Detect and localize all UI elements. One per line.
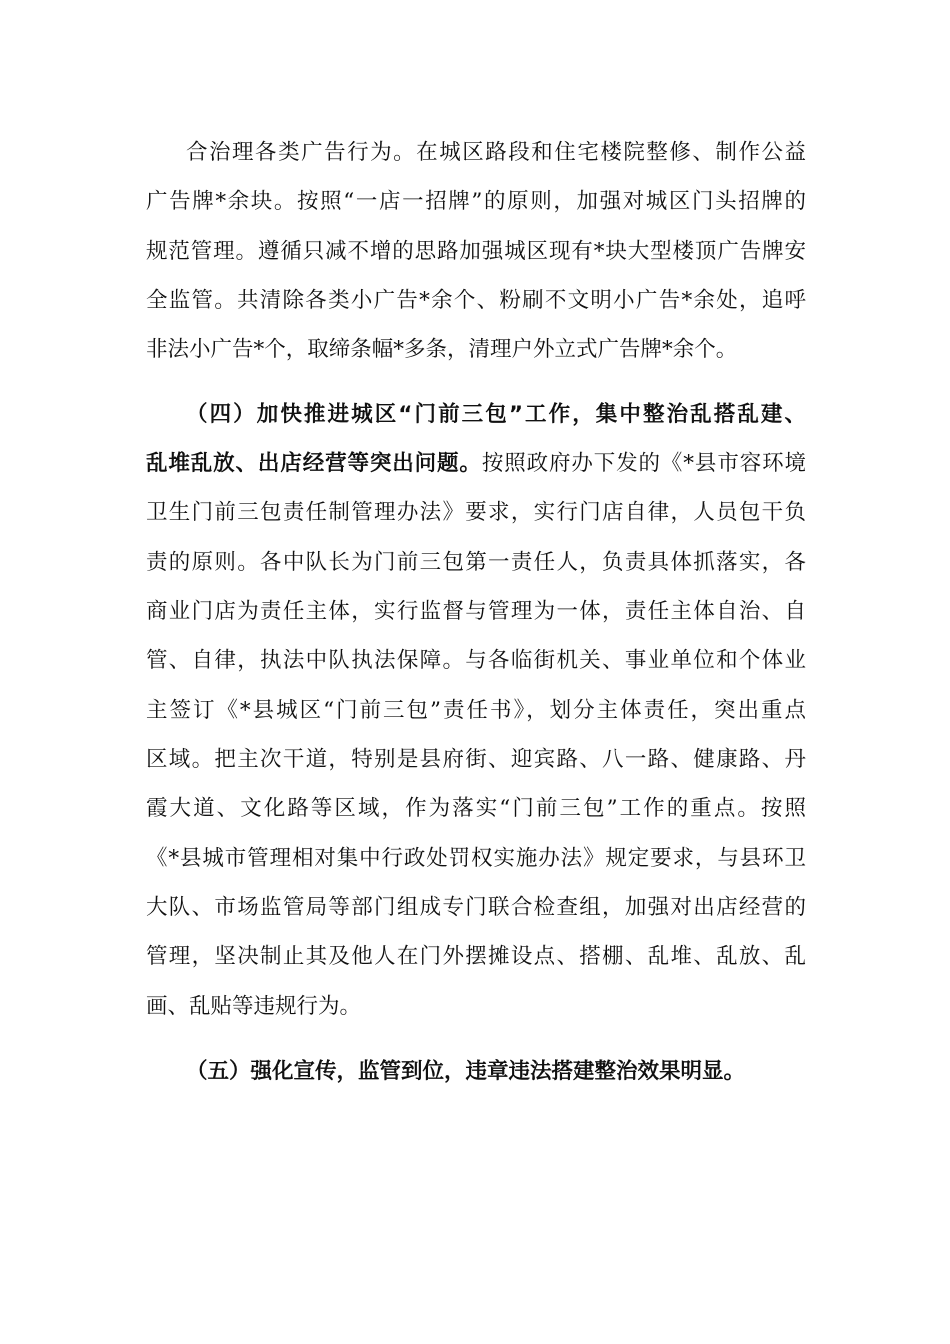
paragraph-line: 全监管。共清除各类小广告*余个、粉刷不文明小广告*余处，追呼	[146, 288, 806, 313]
paragraph-line: 非法小广告*个，取缔条幅*多条，清理户外立式广告牌*余个。	[146, 337, 738, 362]
section-heading-4-continued	[146, 446, 806, 482]
paragraph-line: 管、自律，执法中队执法保障。与各临街机关、事业单位和个体业	[146, 648, 806, 673]
paragraph-line: 《*县城市管理相对集中行政处罚权实施办法》规定要求，与县环卫	[146, 846, 806, 871]
section-heading-5: （五）强化宣传，监管到位，违章违法搭建整治效果明显。	[186, 1059, 746, 1084]
paragraph-line: 责的原则。各中队长为门前三包第一责任人，负责具体抓落实，各	[146, 550, 806, 575]
paragraph-line: 画、乱贴等违规行为。	[146, 994, 362, 1019]
paragraph-line: 合治理各类广告行为。在城区路段和住宅楼院整修、制作公益	[186, 140, 806, 165]
paragraph-text: 按照政府办下发的《*县市容环境	[481, 451, 806, 476]
paragraph-line: 主签订《*县城区“门前三包”责任书》，划分主体责任，突出重点	[146, 698, 806, 723]
paragraph-line: 商业门店为责任主体，实行监督与管理为一体，责任主体自治、自	[146, 599, 806, 624]
section-heading-4: （四）加快推进城区“门前三包”工作，集中整治乱搭乱建、	[186, 402, 806, 427]
paragraph-line: 卫生门前三包责任制管理办法》要求，实行门店自律，人员包干负	[146, 500, 806, 525]
section-heading-4-bold-text: 乱堆乱放、出店经营等突出问题。	[146, 451, 482, 476]
paragraph-line: 规范管理。遵循只减不增的思路加强城区现有*块大型楼顶广告牌安	[146, 239, 806, 264]
paragraph-line: 大队、市场监管局等部门组成专门联合检查组，加强对出店经营的	[146, 895, 806, 920]
paragraph-line: 区域。把主次干道，特别是县府街、迎宾路、八一路、健康路、丹	[146, 747, 806, 772]
paragraph-line: 管理，坚决制止其及他人在门外摆摊设点、搭棚、乱堆、乱放、乱	[146, 944, 806, 969]
paragraph-line: 广告牌*余块。按照“一店一招牌”的原则，加强对城区门头招牌的	[146, 189, 806, 214]
paragraph-line: 霞大道、文化路等区域，作为落实“门前三包”工作的重点。按照	[146, 796, 806, 821]
